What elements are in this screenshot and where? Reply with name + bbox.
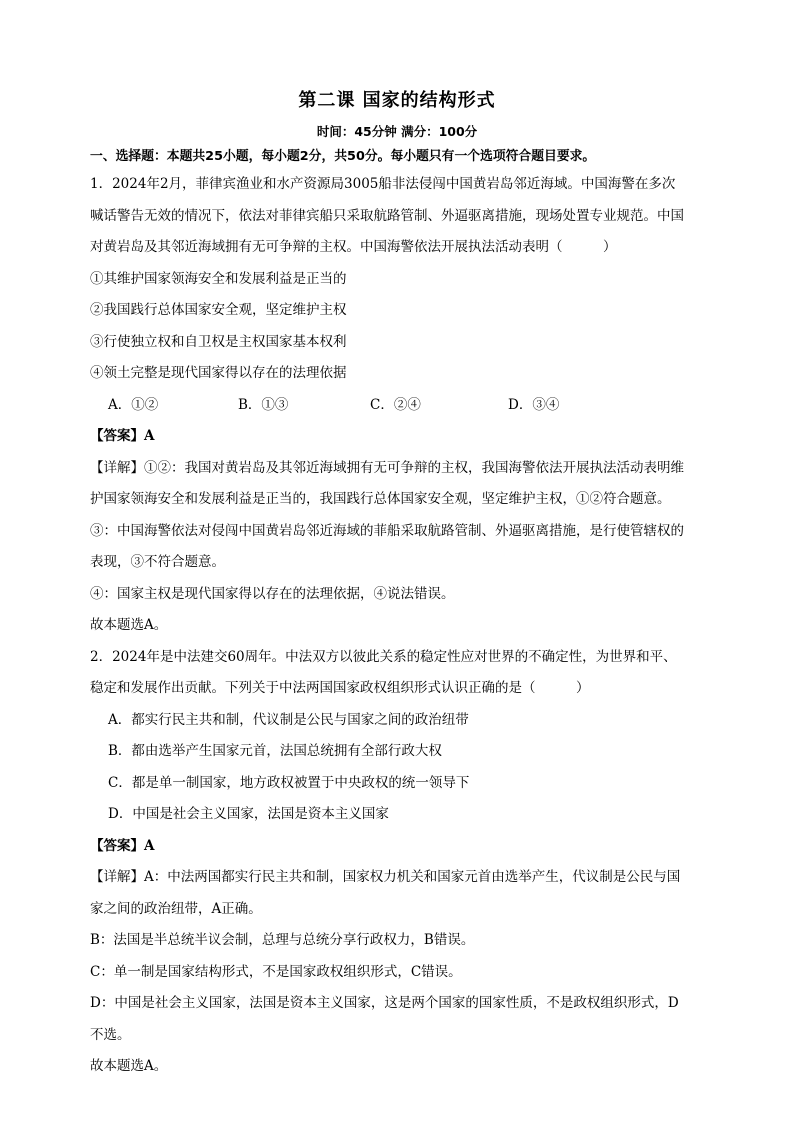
statement-item: ①其维护国家领海安全和发展利益是正当的 [90,270,347,287]
statement-item: ②我国践行总体国家安全观，坚定维护主权 [90,302,347,318]
page-title: 第二课 国家的结构形式 [298,90,496,111]
answer-options [90,390,710,422]
option-d: D．③④ [508,396,560,413]
question-stem-line: 稳定和发展作出贡献。下列关于中法两国国家政权组织形式认识正确的是（ ） [90,680,590,696]
answer-label: 【答案】A [90,428,155,444]
answer-label: 【答案】A [90,837,155,854]
question-stem-line: 对黄岩岛及其邻近海域拥有无可争辩的主权。中国海警依法开展执法活动表明（ ） [90,239,617,255]
explanation-line: 故本题选A。 [90,617,168,633]
explanation-line: 故本题选A。 [90,1058,168,1074]
document-body [90,145,710,1083]
explanation-line: 不选。 [90,1026,131,1043]
explanation-line: D：中国是社会主义国家，法国是资本主义国家，这是两个国家的国家性质，不是政权组织形式，D [90,995,679,1011]
explanation-line: 表现，③不符合题意。 [90,554,225,570]
explanation-line: 家之间的政治纽带，A正确。 [90,900,262,917]
option-a: A．①② [108,396,159,413]
option-a: A．都实行民主共和制，代议制是公民与国家之间的政治纽带 [108,711,469,728]
question-2 [90,642,710,1083]
explanation-line: 【详解】A：中法两国都实行民主共和制，国家权力机关和国家元首由选举产生，代议制是公民与国 [90,869,681,885]
explanation-line: B：法国是半总统半议会制，总理与总统分享行政权力，B错误。 [90,932,475,948]
statement-item: ③行使独立权和自卫权是主权国家基本权利 [90,333,347,350]
explanation-line: ③：中国海警依法对侵闯中国黄岩岛邻近海域的菲船采取航路管制、外逼驱离措施，是行使管辖权的 [90,522,684,539]
exam-meta: 时间：45分钟 满分：100分 [316,124,478,139]
explanation-line: 护国家领海安全和发展利益是正当的，我国践行总体国家安全观，坚定维护主权，①②符合题意。 [90,491,671,507]
explanation-line: 【详解】①②：我国对黄岩岛及其邻近海域拥有无可争辩的主权，我国海警依法开展执法活动表明维 [90,459,684,476]
question-1 [90,169,710,642]
explanation-line: ④：国家主权是现代国家得以存在的法理依据，④说法错误。 [90,585,455,602]
option-c: C．②④ [370,396,421,413]
explanation-line: C：单一制是国家结构形式，不是国家政权组织形式，C错误。 [90,963,462,980]
option-c: C．都是单一制国家，地方政权被置于中央政权的统一领导下 [108,774,470,791]
option-d: D．中国是社会主义国家，法国是资本主义国家 [108,806,389,822]
question-stem-line: 2．2024年是中法建交60周年。中法双方以彼此关系的稳定性应对世界的不确定性，为世界和平、 [90,648,677,665]
option-b: B．都由选举产生国家元首，法国总统拥有全部行政大权 [108,743,442,759]
question-stem-line: 喊话警告无效的情况下，依法对菲律宾船只采取航路管制、外逼驱离措施，现场处置专业规范。中国 [90,207,684,224]
option-b: B．①③ [238,396,289,413]
section-heading: 一、选择题：本题共25小题，每小题2分，共50分。每小题只有一个选项符合题目要求。 [90,149,596,164]
statement-item: ④领土完整是现代国家得以存在的法理依据 [90,365,347,381]
question-stem-line: 1．2024年2月，菲律宾渔业和水产资源局3005船非法侵闯中国黄岩岛邻近海域。中国海警在多次 [90,176,676,192]
